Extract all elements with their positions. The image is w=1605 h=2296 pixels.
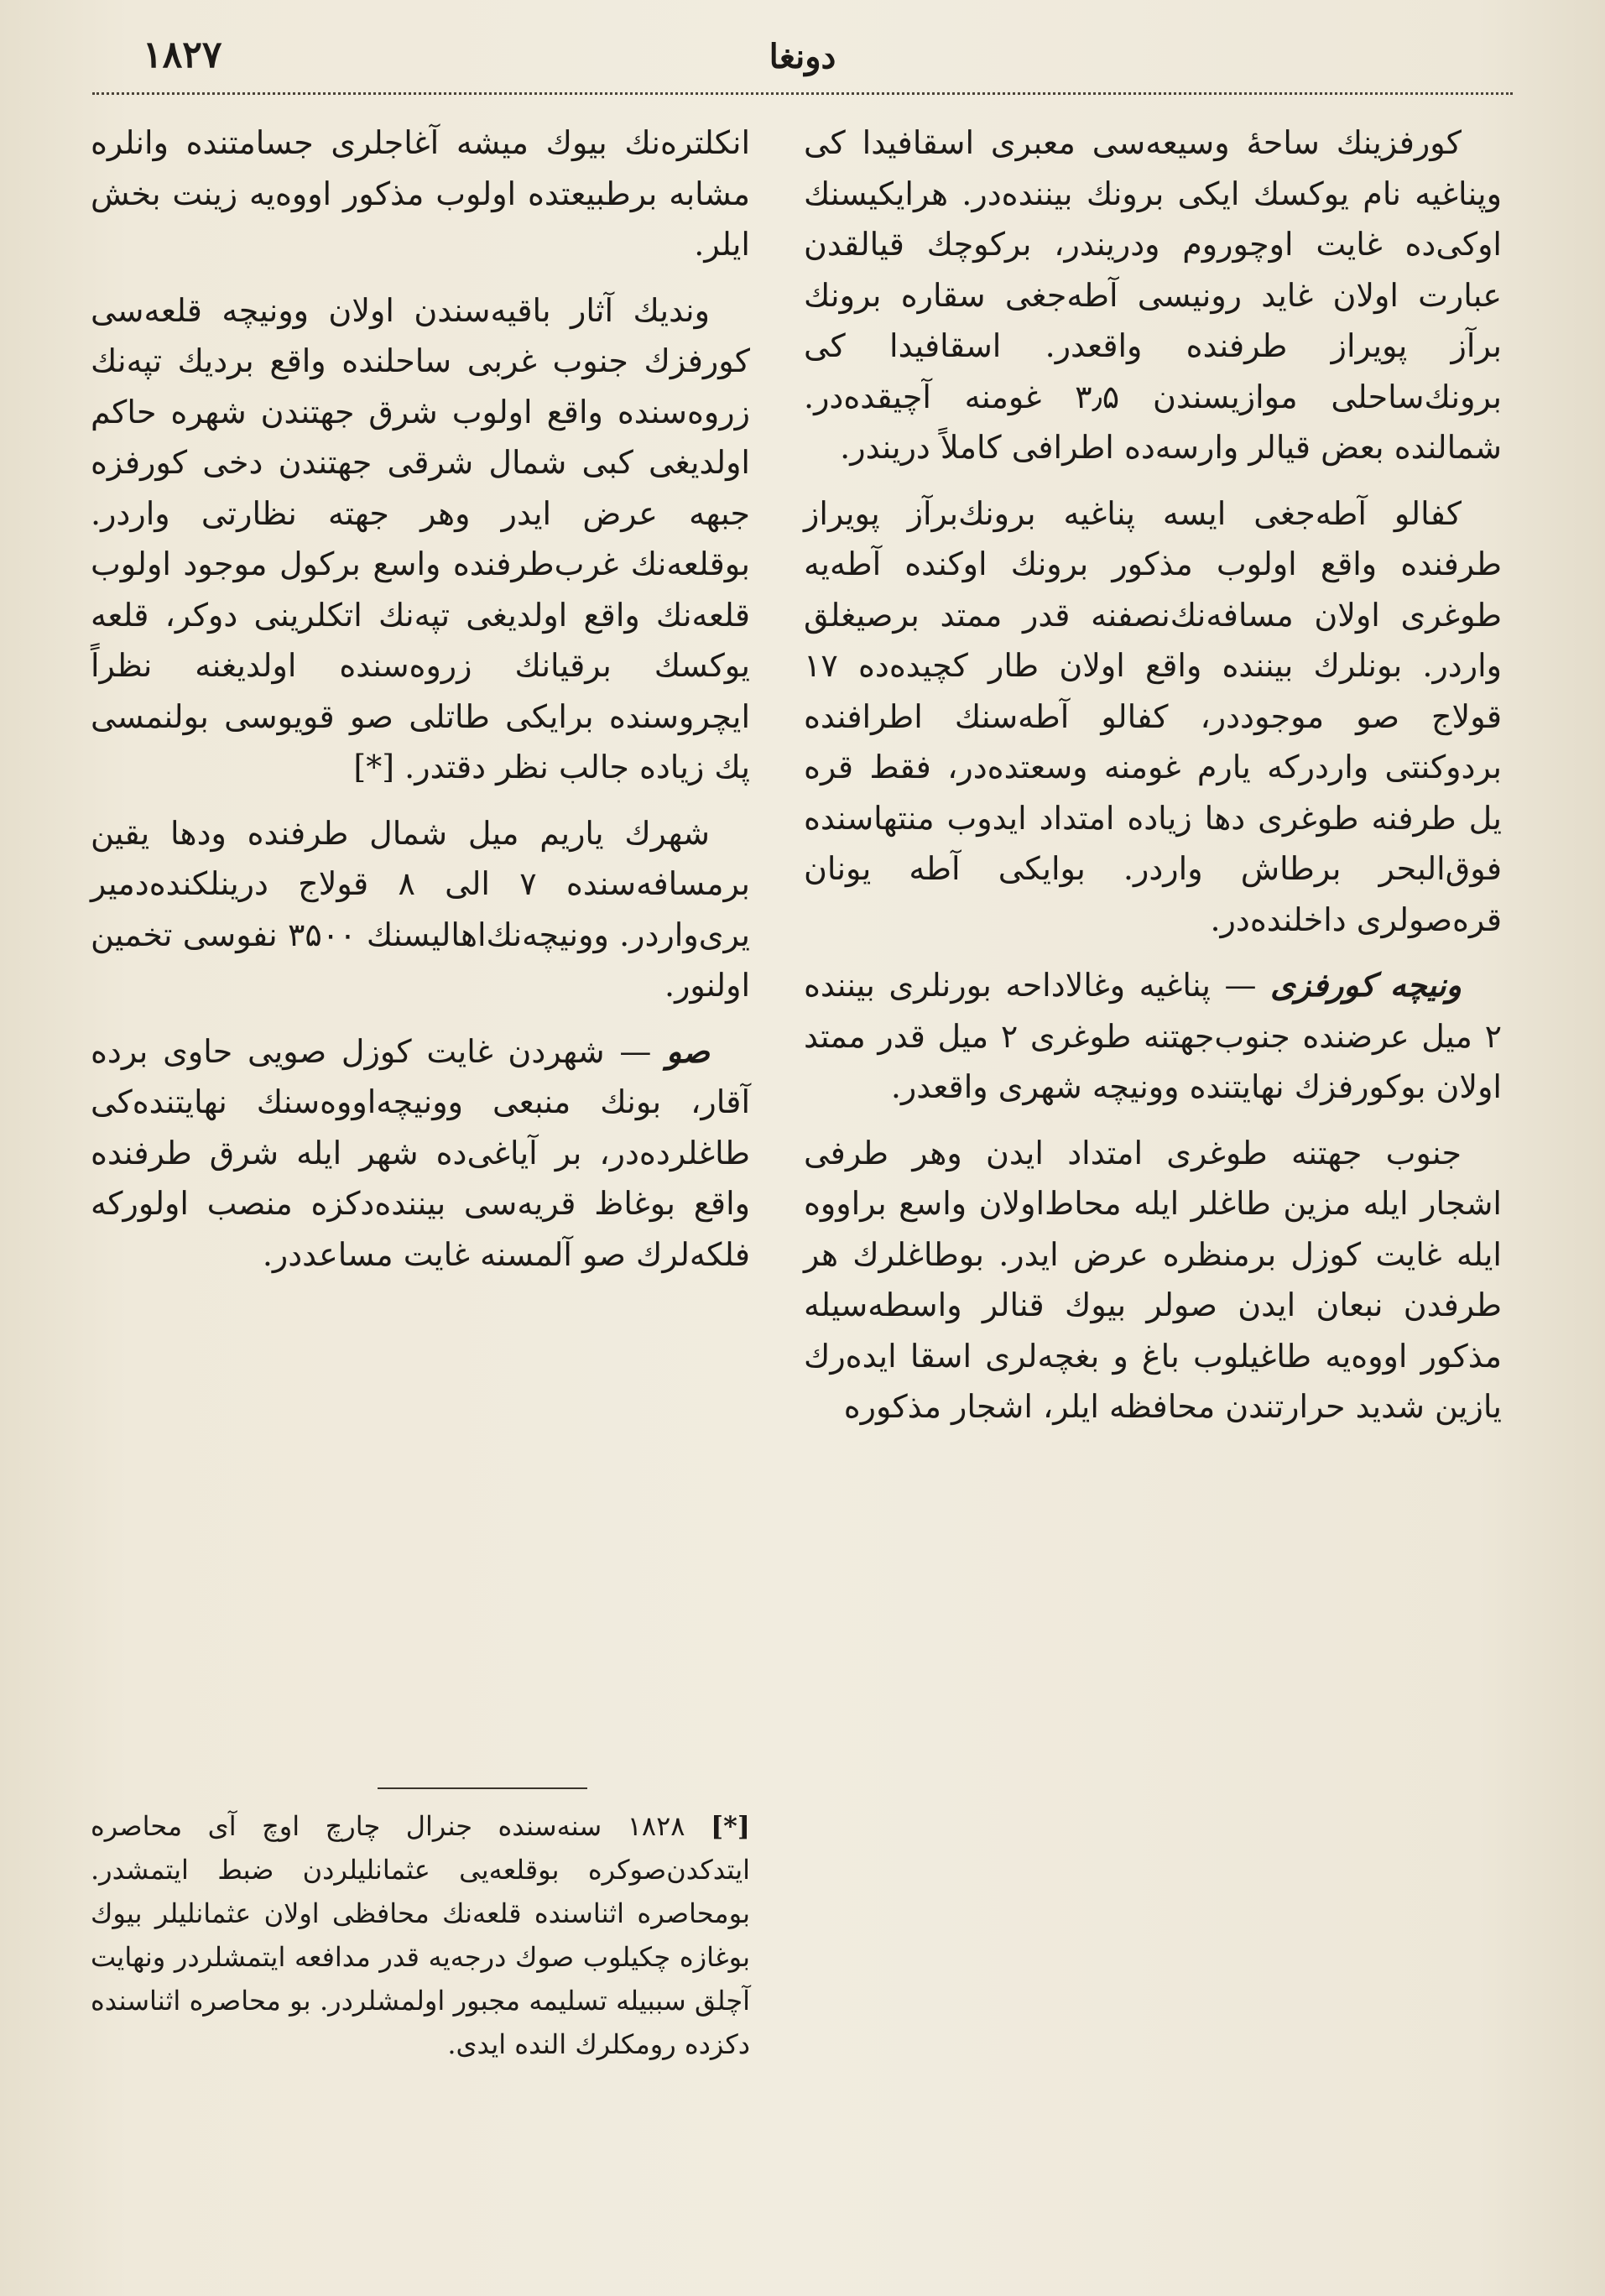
paragraph: شهرك یاریم میل شمال طرفنده ودها یقین برمسافه‌سنده ۷ الی ۸ قولاج درینلکنده‌دمیر یری‌واردر. وونیچه‌نك‌اهالیسنك ۳۵۰۰ نفوسی تخمین اولنور. (91, 814, 751, 1004)
paragraph: ونديك آثار باقیه‌سندن اولان وونیچه قلعه‌سی کورفزك جنوب غربی ساحلنده واقع بردیك تپه‌نك زروه‌سنده واقع اولوب شرق جهتندن شهره حاکم اولدیغی کبی شمال شرقی جهتندن دخی کورفزه جبهه عرض ایدر وهر جهته نظارتی واردر. بوقلعه‌نك غرب‌طرفنده واسع برکول موجود اولوب قلعه‌نك واقع اولدیغی تپه‌نك اتکلرینی دوکر، قلعه یوکسك برقیانك زروه‌سنده اولدیغنه نظراً ایچروسنده برایکی طاتلی صو قویوسی بولنمسی پك زیاده جالب نظر دقتدر. [*] (91, 291, 750, 785)
paragraph: انکلتره‌نك بیوك میشه آغاجلری جسامتنده وانلره مشابه برطبیعتده اولوب مذکور اووه‌یه زینت بخش ایلر. (91, 124, 750, 263)
footnote-text (91, 1804, 750, 2066)
footnote-body: ۱۸۲۸ سنه‌سنده جنرال چارچ اوچ آی محاصره ایتدکدن‌صوکره بوقلعه‌یی عثمانلیلردن ضبط ایتمشدر. بومحاصره اثناسنده قلعه‌نك محافظی اولان عثمانلیلر بیوك بوغازه چکیلوب صوك درجه‌یه قدر مدافعه ایتمشلردر ونهایت آچلق سببیله تسلیمه مجبور اولمشلردر. بو محاصره اثناسنده دکزده رومكلرك النده ایدی. (91, 1810, 750, 2060)
header-rule (92, 92, 1513, 95)
section-heading: صو (666, 1031, 710, 1070)
section-paragraph (91, 1026, 750, 1281)
paragraph: کورفزینك ساحۀ وسیعه‌سی معبری اسقافیدا کی وپناغیه نام یوکسك ایکی برونك بیننده‌در. هرایکیسنك اوکی‌ده غایت اوچوروم ودریندر، برکوچك قیالقدن عبارت اولان غاید رونیسی آطه‌جغی سقاره برونك برآز پویراز طرفنده واقعدر. اسقافیدا کی برونك‌ساحلی موازیسندن ۳٫۵ غومنه آچیقده‌در. شمالنده بعض قیالر وارسه‌ده اطرافی کاملاً دریندر. (804, 124, 1502, 466)
section-text: — پناغیه وغالاداحه بورنلری بیننده ۲ میل عرضنده جنوب‌جهتنه طوغری ۲ میل قدر ممتد اولان بوکورفزك نهایتنده وونیچه شهری واقعدر. (804, 967, 1502, 1105)
page-header (92, 34, 1513, 92)
paragraph: جنوب جهتنه طوغری امتداد ایدن وهر طرفی اشجار ایله مزین طاغلر ایله محاط‌اولان واسع براووه ایله غایت کوزل برمنظره عرض ایدر. بوطاغلرك هر طرفدن نبعان ایدن صولر بیوك قنالر واسطه‌سیله مذکور اووه‌یه طاغیلوب باغ و بغچه‌لری اسقا ایده‌رك یازین شدید حرارتندن محافظه ایلر، اشجار مذکوره (804, 1134, 1502, 1425)
paragraph: کفالو آطه‌جغی ایسه پناغیه برونك‌برآز پویراز طرفنده واقع اولوب مذکور برونك اوکنده آطه‌یه طوغری اولان مسافه‌نك‌نصفنه قدر ممتد برصیغلق واردر. بونلرك بیننده واقع اولان طار کچیده‌ده ۱۷ قولاج صو موجوددر، کفالو آطه‌سنك اطرافنده بردوکنتی واردرکه یارم غومنه وسعتده‌در، فقط قره یل طرفنه طوغری دها زیاده امتداد ایدوب منتهاسنده فوق‌البحر برطاش واردر. بوایکی آطه یونان قره‌صولری داخلنده‌در. (804, 494, 1502, 938)
section-heading: ونیچه کورفزی (1270, 966, 1462, 1004)
footnote-divider (378, 1787, 587, 1789)
running-title: دونغا (769, 37, 836, 76)
page-number: ۱۸۲۷ (143, 34, 222, 76)
left-column (91, 117, 750, 1280)
section-paragraph (804, 960, 1502, 1113)
section-text: — شهردن غایت کوزل صویی حاوی برده آقار، بونك منبعی وونیچه‌اووه‌سنك نهایتنده‌کی طاغلرده‌در، بر آیاغی‌ده شهر ایله شرق طرفنده واقع بوغاظ قریه‌سی بیننده‌دکزه منصب اولورکه فلکه‌لرك صو آلمسنه غایت مساعددر. (91, 1032, 750, 1273)
footnote (91, 1804, 750, 2066)
footnote-mark: [*] (711, 1810, 751, 1842)
right-column (804, 117, 1502, 1432)
